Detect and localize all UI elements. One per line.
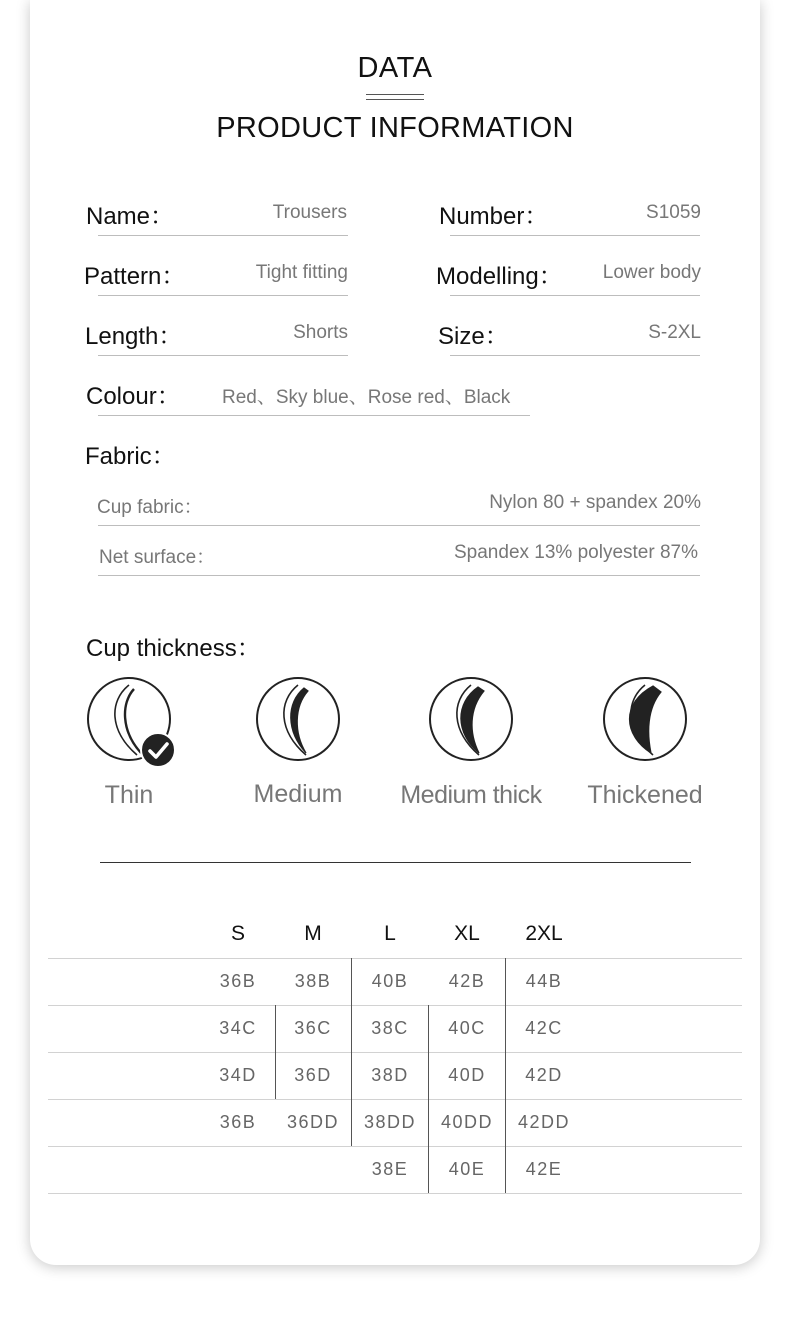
- modelling-label: Modelling：: [436, 263, 563, 290]
- table-cell: 34D: [219, 1065, 257, 1085]
- net-surface-label: Net surface：: [99, 547, 216, 568]
- table-cell: 42E: [525, 1159, 563, 1179]
- length-underline: [98, 355, 348, 356]
- size-header-2xl: 2XL: [525, 922, 563, 945]
- length-value: Shorts: [293, 322, 348, 343]
- table-cell: 36B: [219, 1112, 257, 1132]
- size-header-m: M: [304, 922, 322, 945]
- size-header-xl: XL: [454, 922, 480, 945]
- table-cell: 42C: [525, 1018, 563, 1038]
- medium-thick-option-label[interactable]: Medium thick: [400, 781, 542, 809]
- size-header-s: S: [230, 922, 245, 945]
- table-cell: 42D: [525, 1065, 563, 1085]
- table-rule: [48, 1099, 742, 1100]
- colour-label: Colour：: [86, 383, 181, 410]
- medium-option-label[interactable]: Medium: [253, 780, 343, 808]
- table-cell: 34C: [219, 1018, 257, 1038]
- cup-fabric-underline: [98, 525, 700, 526]
- colour-underline: [98, 415, 530, 416]
- table-cell: 42B: [448, 971, 486, 991]
- net-surface-underline: [98, 575, 700, 576]
- modelling-underline: [450, 295, 700, 296]
- name-value: Trousers: [272, 202, 347, 223]
- table-rule: [48, 1052, 742, 1053]
- table-cell: 42DD: [517, 1112, 571, 1132]
- cup-fabric-value: Nylon 80 + spandex 20%: [489, 492, 701, 513]
- number-value: S1059: [646, 202, 701, 223]
- table-cell: 38C: [371, 1018, 409, 1038]
- size-value: S-2XL: [648, 322, 701, 343]
- table-rule: [48, 1193, 742, 1194]
- size-header-l: L: [384, 922, 396, 945]
- name-underline: [98, 235, 348, 236]
- section-divider: [100, 862, 691, 863]
- pattern-value: Tight fitting: [255, 262, 348, 283]
- table-cell: 38DD: [363, 1112, 417, 1132]
- medium-cup-icon[interactable]: [256, 677, 340, 761]
- table-rule: [48, 958, 742, 959]
- colour-value: Red、Sky blue、Rose red、Black: [222, 387, 511, 408]
- thickened-cup-icon[interactable]: [603, 677, 687, 761]
- table-cell: 40D: [448, 1065, 486, 1085]
- table-cell: 38B: [294, 971, 332, 991]
- table-rule: [48, 1146, 742, 1147]
- table-rule: [48, 1005, 742, 1006]
- medium-thick-cup-icon[interactable]: [429, 677, 513, 761]
- thin-option-label[interactable]: Thin: [104, 781, 154, 809]
- fabric-label: Fabric：: [85, 443, 176, 470]
- table-cell: 36D: [294, 1065, 332, 1085]
- table-cell: 40DD: [440, 1112, 494, 1132]
- page-title: DATA: [357, 52, 433, 84]
- size-underline: [450, 355, 700, 356]
- pattern-underline: [98, 295, 348, 296]
- page-subtitle: PRODUCT INFORMATION: [216, 112, 574, 144]
- pattern-label: Pattern：: [84, 263, 186, 290]
- table-cell: 36B: [219, 971, 257, 991]
- table-cell: 40C: [448, 1018, 486, 1038]
- modelling-value: Lower body: [602, 262, 701, 283]
- table-cell: 40E: [448, 1159, 486, 1179]
- cup-thickness-label: Cup thickness：: [86, 635, 261, 662]
- thickened-option-label[interactable]: Thickened: [587, 781, 703, 809]
- table-cell: 36C: [294, 1018, 332, 1038]
- number-underline: [450, 235, 700, 236]
- table-cell: 38E: [371, 1159, 409, 1179]
- title-divider: [366, 94, 424, 100]
- name-label: Name：: [86, 203, 175, 230]
- table-cell: 44B: [525, 971, 563, 991]
- cup-fabric-label: Cup fabric：: [97, 497, 203, 518]
- length-label: Length：: [85, 323, 183, 350]
- check-icon: [140, 732, 176, 768]
- table-cell: 36DD: [286, 1112, 340, 1132]
- net-surface-value: Spandex 13% polyester 87%: [454, 542, 698, 563]
- number-label: Number：: [439, 203, 549, 230]
- size-label: Size：: [438, 323, 509, 350]
- table-cell: 38D: [371, 1065, 409, 1085]
- table-cell: 40B: [371, 971, 409, 991]
